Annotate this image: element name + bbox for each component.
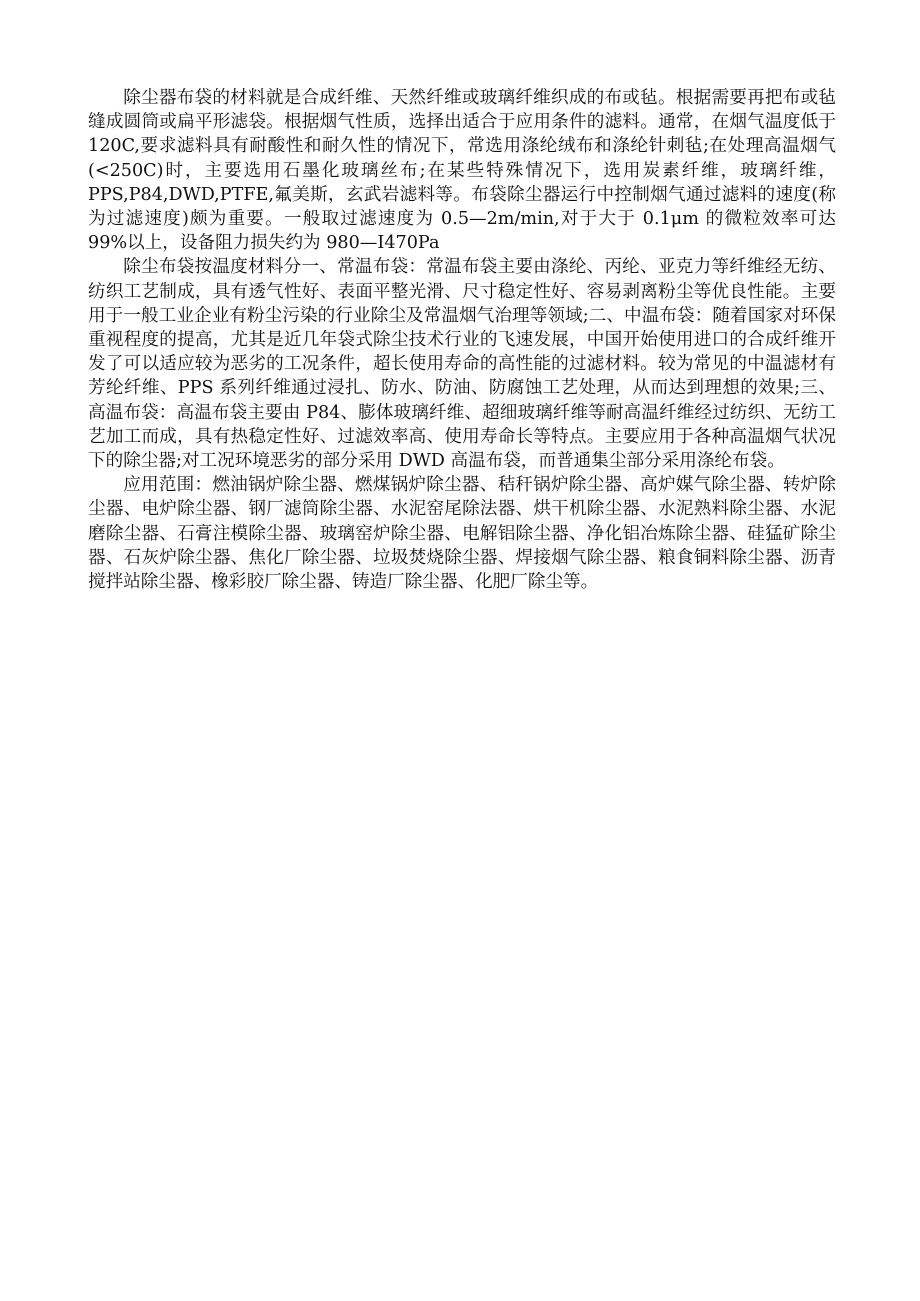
paragraph-application-scope: 应用范围：燃油锅炉除尘器、燃煤锅炉除尘器、秸秆锅炉除尘器、高炉媒气除尘器、转炉除尘器、电炉除尘器、钢厂滤筒除尘器、水泥窑尾除法器、烘干机除尘器、水泥熟料除尘器、水泥磨除尘器、石膏注模除尘器、玻璃窑炉除尘器、电解铝除尘器、净化铝冶炼除尘器、硅猛矿除尘器、石灰炉除尘器、焦化厂除尘器、垃圾焚烧除尘器、焊接烟气除尘器、粮食铜料除尘器、沥青搅拌站除尘器、橡彩胶厂除尘器、铸造厂除尘器、化肥厂除尘等。 [88, 475, 836, 593]
paragraph-bag-temperature-classes: 除尘布袋按温度材料分一、常温布袋：常温布袋主要由涤纶、丙纶、亚克力等纤维经无纺、纺织工艺制成，具有透气性好、表面平整光滑、尺寸稳定性好、容易剥离粉尘等优良性能。主要用于一般工业企业有粉尘污染的行业除尘及常温烟气治理等领域;二、中温布袋：随着国家对环保重视程度的提高，尤其是近几年袋式除尘技术行业的飞速发展，中国开始使用进口的合成纤维开发了可以适应较为恶劣的工况条件，超长使用寿命的高性能的过滤材料。较为常见的中温滤材有芳纶纤维、PPS 系列纤维通过浸扎、防水、防油、防腐蚀工艺处理，从而达到理想的效果;三、高温布袋：高温布袋主要由 P84、膨体玻璃纤维、超细玻璃纤维等耐高温纤维经过纺织、无纺工艺加工而成，具有热稳定性好、过滤效率高、使用寿命长等特点。主要应用于各种高温烟气状况下的除尘器;对工况环境恶劣的部分采用 DWD 高温布袋，而普通集尘部分采用涤纶布袋。 [88, 257, 836, 472]
document-body [88, 86, 836, 594]
paragraph-filter-bag-materials: 除尘器布袋的材料就是合成纤维、天然纤维或玻璃纤维织成的布或毡。根据需要再把布或毡缝成圆筒或扁平形滤袋。根据烟气性质，选择出适合于应用条件的滤料。通常，在烟气温度低于 120C,要求滤料具有耐酸性和耐久性的情况下，常选用涤纶绒布和涤纶针刺毡;在处理高温烟气(<250C)时，主要选用石墨化玻璃丝布;在某些特殊情况下，选用炭素纤维，玻璃纤维，PPS,P84,DWD,PTFE,氟美斯，玄武岩滤料等。布袋除尘器运行中控制烟气通过滤料的速度(称为过滤速度)颇为重要。一般取过滤速度为 0.5—2m∕min,对于大于 0.1μm 的微粒效率可达 99%以上，设备阻力损失约为 980—I470Pa [88, 88, 836, 254]
